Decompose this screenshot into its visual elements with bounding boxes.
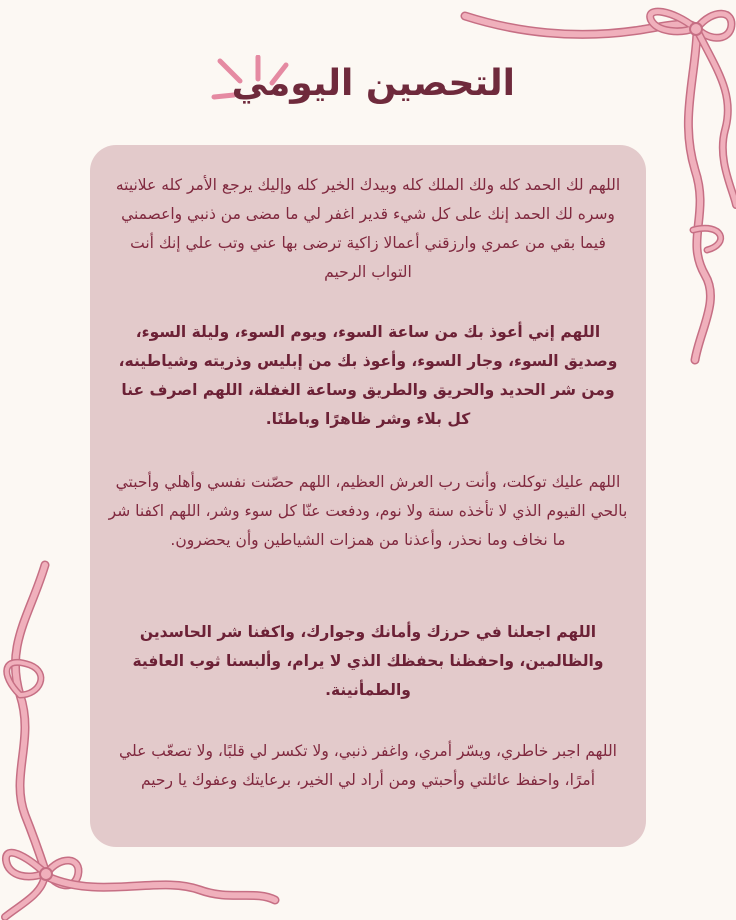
dua-card	[90, 145, 646, 847]
dua-paragraph-4: اللهم اجعلنا في حرزك وأمانك وجوارك، واكفنا شر الحاسدين والظالمين، واحفظنا بحفظك الذي لا يرام، وألبسنا ثوب العافية والطمأنينة.	[132, 623, 604, 699]
dua-paragraph-5: اللهم اجبر خاطري، ويسّر أمري، واغفر ذنبي، ولا تكسر لي قلبًا، ولا تصعّب علي أمرًا، واحفظ عائلتي وأحبتي ومن أراد لي الخير، برعايتك وعفوك يا رحيم	[119, 742, 617, 789]
title-block	[210, 55, 530, 125]
dua-paragraph-2: اللهم إني أعوذ بك من ساعة السوء، ويوم السوء، وليلة السوء، وصديق السوء، وجار السوء، وأعوذ بك من إبليس وذريته وشياطينه، ومن شر الحديد والحريق والطريق وساعة الغفلة، اللهم اصرف عنا كل بلاء وشر ظاهرًا وباطنًا.	[118, 323, 618, 428]
dua-paragraph-3: اللهم عليك توكلت، وأنت رب العرش العظيم، اللهم حصّنت نفسي وأهلي وأحبتي بالحي القيوم الذي لا تأخذه سنة ولا نوم، ودفعت عنّا كل سوء وشر، اللهم اكفنا شر ما نخاف وما نحذر، وأعذنا من همزات الشياطين وأن يحضرون.	[108, 473, 628, 549]
page-title: التحصين اليومي	[231, 63, 515, 104]
dua-paragraph-1: اللهم لك الحمد كله ولك الملك كله وبيدك الخير كله وإليك يرجع الأمر كله علانيته وسره لك الحمد إنك على كل شيء قدير اغفر لي ما مضى من ذنبي واعصمني فيما بقي من عمري وارزقني أعمالا زاكية ترضى بها عني وتب علي إنك أنت التواب الرحيم	[115, 176, 621, 281]
